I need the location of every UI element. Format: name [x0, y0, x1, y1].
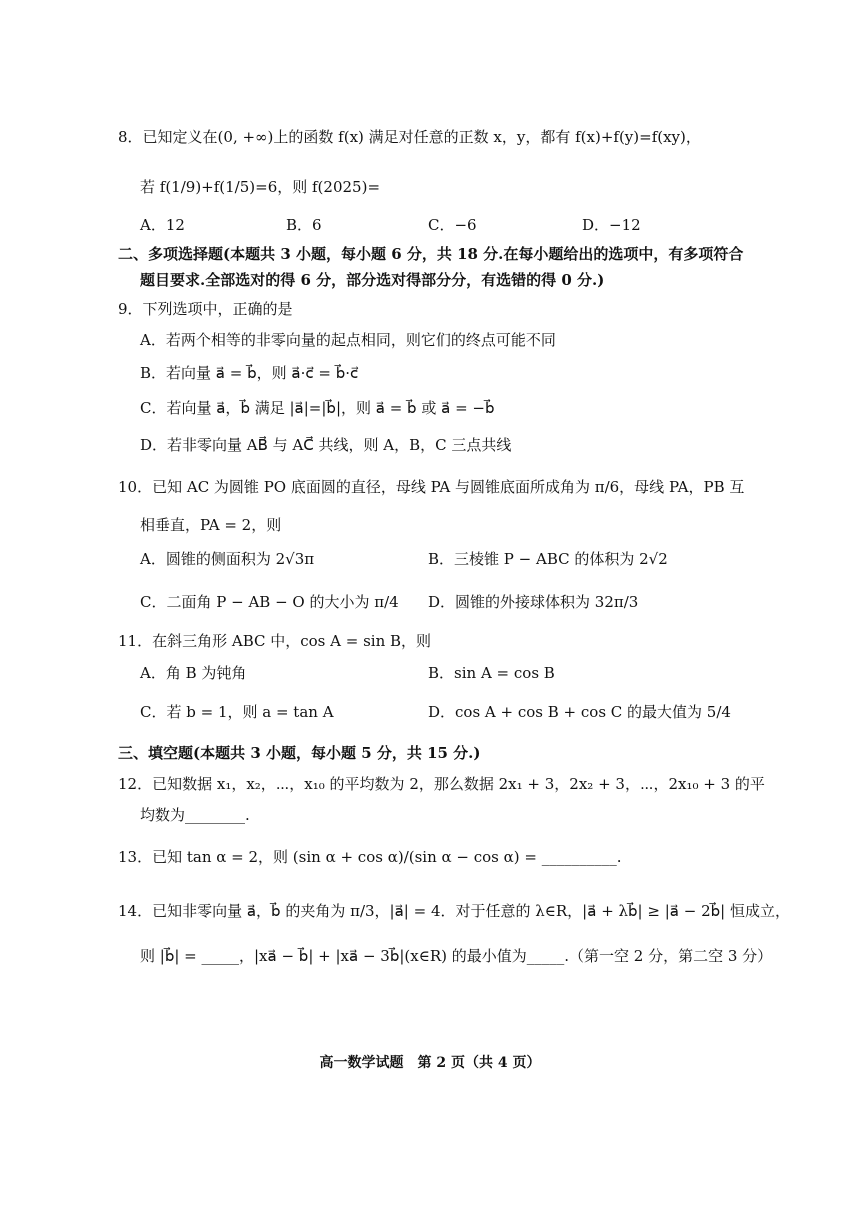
q9-stem: 9．下列选项中，正确的是	[118, 300, 293, 318]
q13-line1: 13．已知 tan α = 2，则 (sin α + cos α)/(sin α − cos α) = __________.	[118, 848, 622, 866]
q11-stem: 11．在斜三角形 ABC 中，cos A = sin B，则	[118, 632, 432, 650]
q9-option-a: A．若两个相等的非零向量的起点相同，则它们的终点可能不同	[140, 331, 556, 349]
q14-line1: 14．已知非零向量 a⃗，b⃗ 的夹角为 π/3，|a⃗| = 4．对于任意的 λ∈R，|a⃗ + λb⃗| ≥ |a⃗ − 2b⃗| 恒成立，	[118, 902, 790, 920]
q8-option-d: D．−12	[582, 216, 641, 234]
q8-line2: 若 f(1/9)+f(1/5)=6，则 f(2025)=	[140, 178, 381, 196]
q10-option-a: A．圆锥的侧面积为 2√3π	[140, 550, 315, 568]
q8-option-c: C．−6	[428, 216, 477, 234]
section2-heading-line1: 二、多项选择题(本题共 3 小题，每小题 6 分，共 18 分.在每小题给出的选项中，有多项符合	[118, 245, 744, 263]
section3-heading: 三、填空题(本题共 3 小题，每小题 5 分，共 15 分.)	[118, 744, 481, 762]
q8-option-a: A．12	[140, 216, 185, 234]
q10-option-b: B．三棱锥 P − ABC 的体积为 2√2	[428, 550, 668, 568]
section2-heading-line2: 题目要求.全部选对的得 6 分，部分选对得部分分，有选错的得 0 分.)	[140, 271, 605, 289]
q10-line1: 10．已知 AC 为圆锥 PO 底面圆的直径，母线 PA 与圆锥底面所成角为 π/6，母线 PA，PB 互	[118, 478, 745, 496]
q14-line2: 则 |b⃗| = _____，|xa⃗ − b⃗| + |xa⃗ − 3b⃗|(x∈R) 的最小值为_____.（第一空 2 分，第二空 3 分）	[140, 947, 773, 965]
q12-line2: 均数为________.	[140, 806, 250, 824]
q10-option-d: D．圆锥的外接球体积为 32π/3	[428, 593, 639, 611]
q8-option-b: B．6	[286, 216, 322, 234]
q11-option-b: B．sin A = cos B	[428, 664, 555, 682]
q9-option-d: D．若非零向量 AB⃗ 与 AC⃗ 共线，则 A，B，C 三点共线	[140, 436, 512, 454]
q10-line2: 相垂直，PA = 2，则	[140, 516, 282, 534]
q10-option-c: C．二面角 P − AB − O 的大小为 π/4	[140, 593, 399, 611]
q11-option-a: A．角 B 为钝角	[140, 664, 247, 682]
q9-option-c: C．若向量 a⃗，b⃗ 满足 |a⃗|=|b⃗|，则 a⃗ = b⃗ 或 a⃗ = −b⃗	[140, 399, 495, 417]
q12-line1: 12．已知数据 x₁，x₂，⋯，x₁₀ 的平均数为 2，那么数据 2x₁ + 3，2x₂ + 3，⋯，2x₁₀ + 3 的平	[118, 775, 765, 793]
q8-line1: 8．已知定义在(0, +∞)上的函数 f(x) 满足对任意的正数 x，y，都有 f(x)+f(y)=f(xy)，	[118, 128, 701, 146]
q11-option-d: D．cos A + cos B + cos C 的最大值为 5/4	[428, 703, 731, 721]
q11-option-c: C．若 b = 1，则 a = tan A	[140, 703, 334, 721]
q9-option-b: B．若向量 a⃗ = b⃗，则 a⃗·c⃗ = b⃗·c⃗	[140, 364, 359, 382]
page-footer: 高一数学试题 第 2 页（共 4 页）	[319, 1055, 541, 1071]
